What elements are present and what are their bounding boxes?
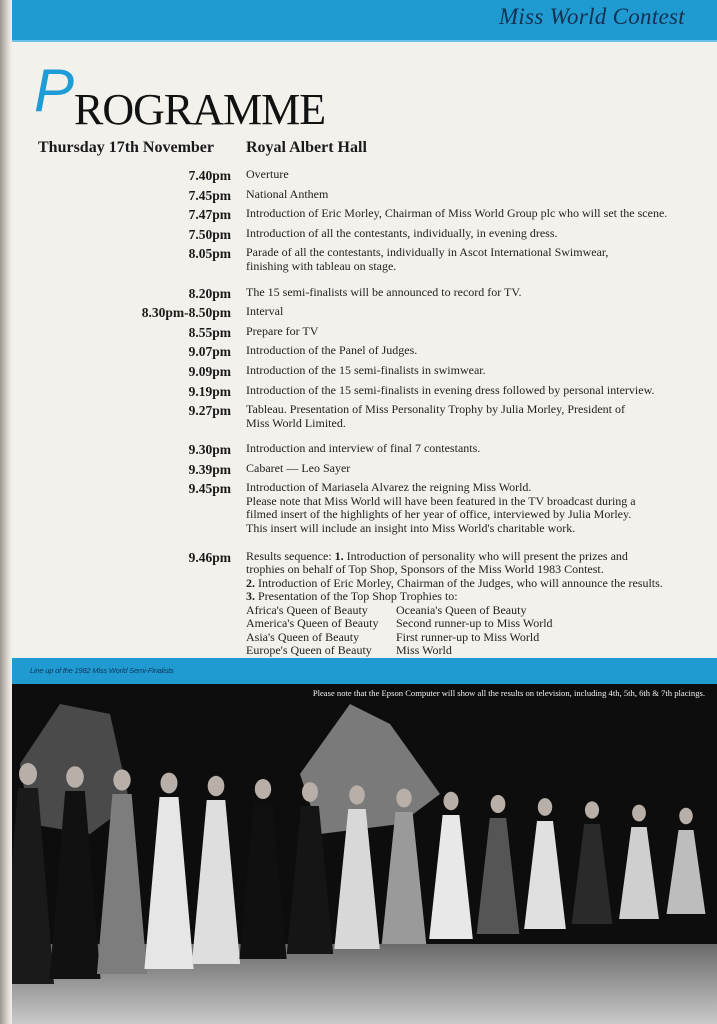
schedule-row — [0, 364, 717, 378]
trophy-item: Oceania's Queen of Beauty — [396, 602, 527, 617]
stage-photo-illustration — [0, 684, 717, 1024]
schedule-time: 8.05pm — [188, 246, 231, 262]
photo-caption: Line up of the 1982 Miss World Semi-Finalists — [30, 666, 174, 675]
description-line: Introduction of all the contestants, individually, in evening dress. — [246, 225, 558, 240]
schedule-description — [246, 286, 706, 300]
contestants-photo — [0, 684, 717, 1024]
trophy-list — [246, 604, 706, 658]
schedule-description — [246, 207, 706, 221]
schedule-description — [246, 246, 706, 273]
description-line: The 15 semi-finalists will be announced to record for TV. — [246, 284, 522, 299]
description-line: Overture — [246, 167, 289, 181]
description-line: National Anthem — [246, 186, 329, 201]
schedule-time: 9.46pm — [188, 549, 231, 565]
trophy-item: Africa's Queen of Beauty — [246, 602, 368, 617]
contestant-head — [19, 763, 37, 785]
contestant-head — [255, 779, 271, 799]
contestant-head — [208, 776, 225, 796]
schedule-time: 9.45pm — [188, 481, 231, 497]
trophy-item: America's Queen of Beauty — [246, 616, 379, 630]
step-text: Introduction of Eric Morley, Chairman of the Judges, who will announce the results. — [255, 575, 663, 590]
schedule-row — [0, 462, 717, 476]
trophy-item: First runner-up to Miss World — [396, 629, 540, 644]
schedule-row — [0, 344, 717, 358]
schedule-row — [0, 384, 717, 398]
description-line: Introduction of the 15 semi-finalists in swimwear. — [246, 362, 486, 377]
schedule-description — [246, 364, 706, 378]
contestant-head — [538, 798, 552, 816]
schedule-time: 9.09pm — [188, 363, 231, 379]
trophy-item: Miss World — [396, 643, 452, 657]
schedule-time: 8.55pm — [188, 324, 231, 340]
schedule-description — [246, 462, 706, 476]
description-line: Introduction of the 15 semi-finalists in evening dress followed by personal interview. — [246, 382, 655, 397]
step-number: 3. — [246, 589, 255, 603]
schedule-time: 7.50pm — [188, 226, 231, 242]
schedule-time: 7.45pm — [188, 187, 231, 203]
event-date: Thursday 17th November — [38, 139, 215, 156]
description-line: This insert will include an insight into Miss World's charitable work. — [246, 520, 576, 535]
header-divider — [0, 40, 717, 42]
schedule-row — [0, 481, 717, 535]
results-line-1 — [246, 550, 706, 564]
results-line-4 — [246, 590, 706, 604]
schedule-row — [0, 286, 717, 300]
title-initial: P — [34, 57, 75, 124]
schedule-row — [0, 168, 717, 182]
brand-title: Miss World Contest — [498, 4, 685, 29]
header-bar — [0, 0, 717, 42]
step-text: Presentation of the Top Shop Trophies to: — [255, 589, 458, 603]
schedule-time: 9.27pm — [188, 403, 231, 419]
schedule-time: 7.47pm — [188, 207, 231, 223]
schedule-row — [0, 246, 717, 273]
page-gutter-shadow — [0, 0, 12, 1024]
schedule-row — [0, 403, 717, 430]
trophy-item: Asia's Queen of Beauty — [246, 629, 360, 644]
description-line: Introduction and interview of final 7 contestants. — [246, 441, 481, 456]
schedule-row — [0, 305, 717, 319]
results-line-2: trophies on behalf of Top Shop, Sponsors of the Miss World 1983 Contest. — [246, 562, 604, 576]
step-number: 2. — [246, 575, 255, 590]
title-rest: ROGRAMME — [74, 85, 326, 134]
description-line: Introduction of the Panel of Judges. — [246, 343, 418, 358]
contestant-head — [632, 805, 646, 822]
description-line: Prepare for TV — [246, 323, 319, 338]
contestant-head — [349, 785, 365, 804]
description-line: Please note that Miss World will have been featured in the TV broadcast during a — [246, 493, 636, 508]
contestant-head — [396, 789, 411, 808]
schedule-description — [246, 442, 706, 456]
schedule-description — [246, 325, 706, 339]
schedule-time: 9.19pm — [188, 383, 231, 399]
results-description — [246, 550, 706, 658]
step-number: 1. — [334, 548, 344, 563]
trophy-item: Second runner-up to Miss World — [396, 616, 553, 630]
schedule-description — [246, 403, 706, 430]
schedule-time: 9.07pm — [188, 344, 231, 360]
contestant-head — [66, 766, 84, 788]
description-line: Cabaret — Leo Sayer — [246, 460, 351, 475]
contestant-head — [443, 792, 458, 810]
schedule-time: 7.40pm — [188, 168, 231, 183]
schedule-description — [246, 305, 706, 319]
step-text: Introduction of personality who will present the prizes and — [343, 548, 628, 563]
contestant-head — [113, 769, 130, 790]
description-line: Parade of all the contestants, individually in Ascot International Swimwear, — [246, 245, 609, 260]
contestant-head — [679, 808, 692, 824]
description-line: Introduction of Mariasela Alvarez the reigning Miss World. — [246, 480, 532, 495]
schedule-row — [0, 442, 717, 456]
schedule-time: 8.30pm-8.50pm — [141, 305, 231, 321]
event-venue: Royal Albert Hall — [246, 139, 367, 156]
schedule-description — [246, 227, 706, 241]
schedule-row — [0, 207, 717, 221]
schedule-row — [0, 325, 717, 339]
schedule-description — [246, 481, 706, 535]
contestant-head — [491, 795, 506, 813]
schedule-description — [246, 168, 706, 182]
schedule-description — [246, 188, 706, 202]
description-line: Tableau. Presentation of Miss Personality Trophy by Julia Morley, President of — [246, 402, 626, 417]
description-line: Interval — [246, 304, 284, 319]
schedule-row — [0, 227, 717, 241]
description-line: Miss World Limited. — [246, 415, 346, 430]
results-intro: Results sequence: — [246, 548, 335, 563]
epson-note: Please note that the Epson Computer will show all the results on television, including 4th, 5th, 6th & 7th placings. — [312, 688, 705, 698]
contestant-head — [302, 782, 318, 802]
results-row — [0, 550, 717, 658]
schedule-row — [0, 188, 717, 202]
results-line-3 — [246, 577, 706, 591]
contestant-head — [160, 773, 177, 794]
schedule-time: 9.30pm — [188, 442, 231, 458]
description-line: finishing with tableau on stage. — [246, 258, 397, 273]
contestant-head — [585, 801, 599, 818]
schedule-time: 9.39pm — [188, 461, 231, 477]
description-line: filmed insert of the highlights of her year of office, interviewed by Julia Morley. — [246, 507, 632, 522]
schedule-description — [246, 344, 706, 358]
schedule-time: 8.20pm — [188, 285, 231, 301]
schedule-description — [246, 384, 706, 398]
description-line: Introduction of Eric Morley, Chairman of Miss World Group plc who will set the scene. — [246, 206, 668, 221]
caption-bar — [0, 658, 717, 684]
trophy-item: Europe's Queen of Beauty — [246, 643, 372, 657]
